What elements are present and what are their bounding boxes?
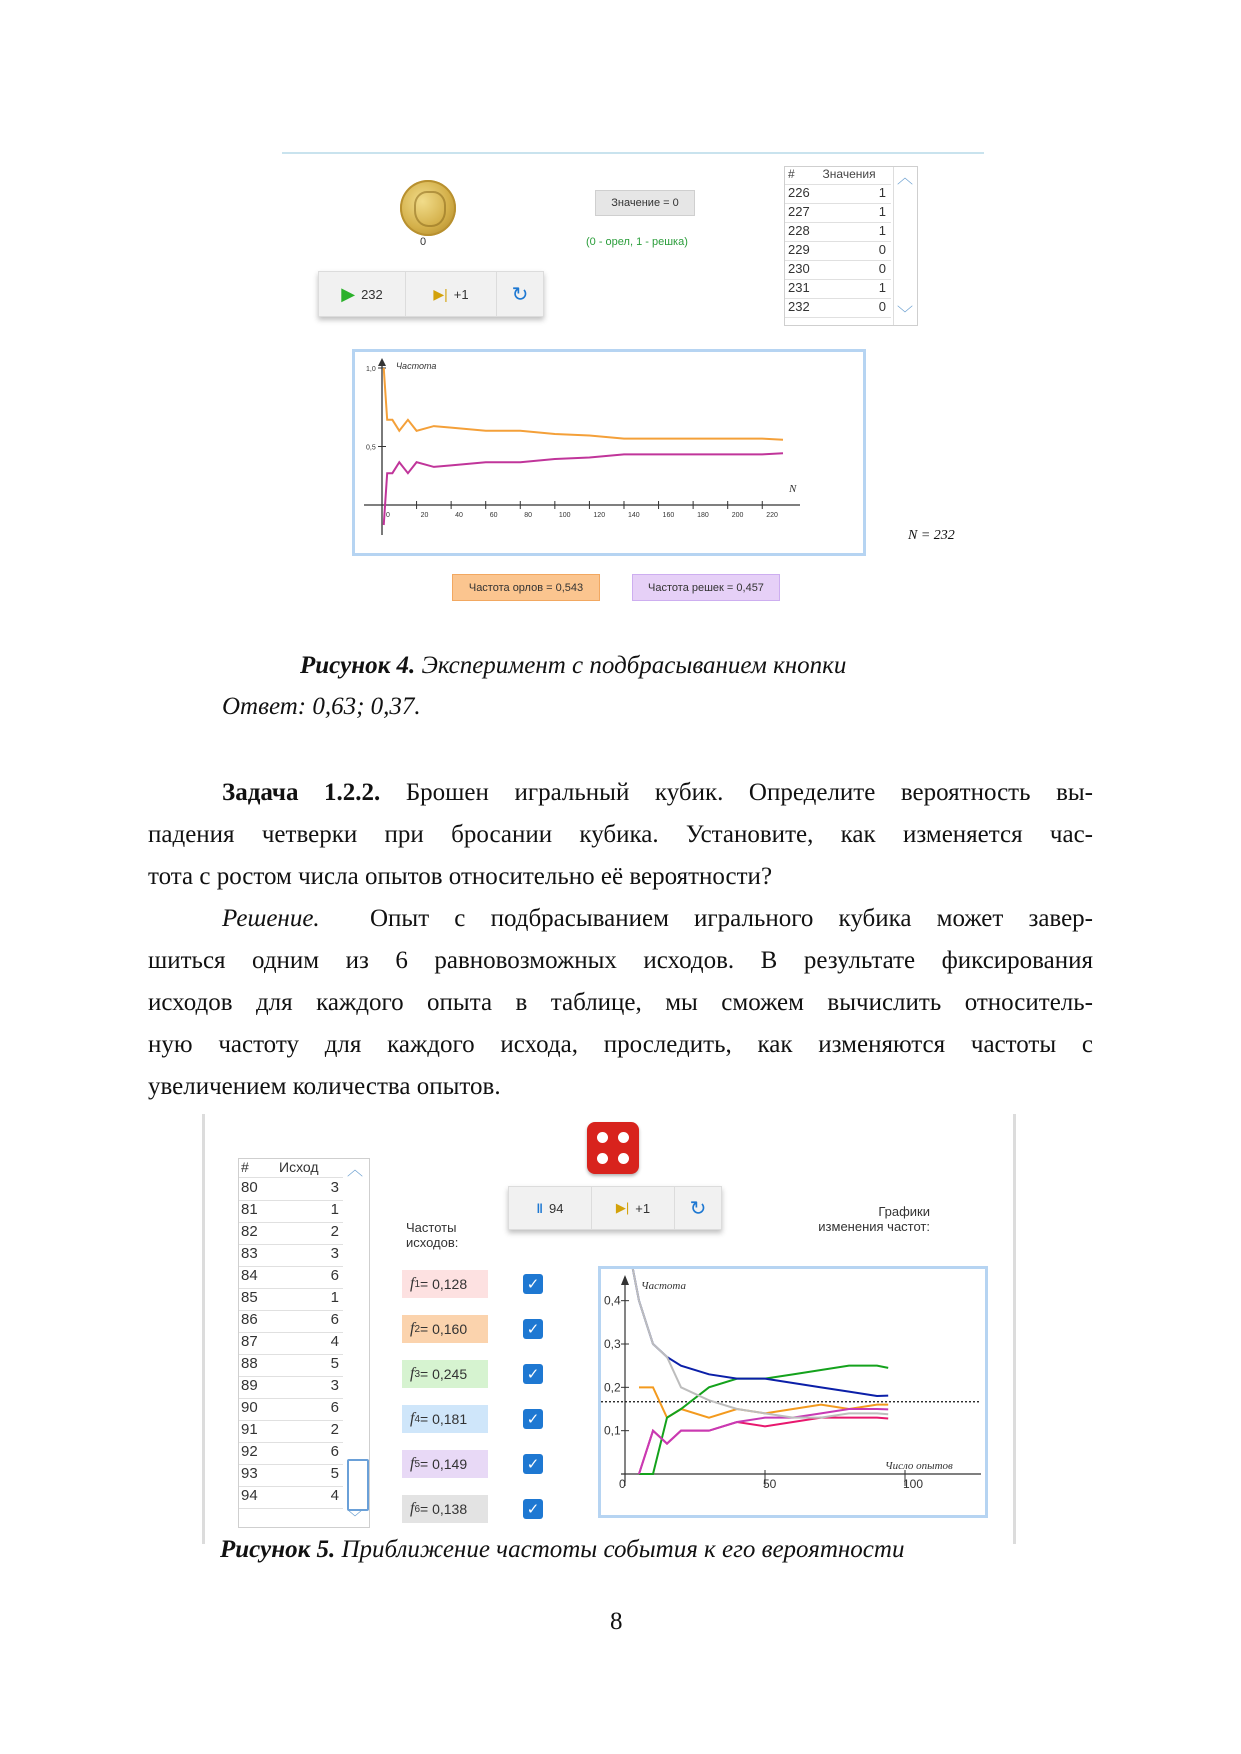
task-line-3: тота с ростом числа опытов относительно её вероятности? [148,863,773,890]
task-line-2: падения четверки при бросании кубика. Установите, как изменяется час- [148,821,1093,848]
freq-heads-chip: Частота орлов = 0,543 [452,574,600,601]
x-tick-label: 140 [627,512,640,519]
row-number: 232 [788,299,810,314]
x-tick-label: 220 [766,512,778,519]
solution-line-2: шиться одним из 6 равновозможных исходов. В результате фиксирования [148,947,1093,974]
table-row [239,1267,343,1289]
row-number: 81 [241,1201,258,1218]
table-row [239,1333,343,1355]
page-number: 8 [610,1608,623,1635]
table-row [785,261,891,280]
table-row [239,1179,343,1201]
row-value: 0 [878,242,886,257]
fig4-chart [352,349,866,556]
freq-chip-5: f 5 = 0,149 [402,1450,488,1478]
series-line-f3 [639,1366,888,1474]
solution-line-3: исходов для каждого опыта в таблице, мы сможем вычислить относитель- [148,989,1093,1016]
die-pip [618,1153,629,1164]
fig5-right-border [1013,1114,1016,1544]
x-tick-label: 200 [731,512,744,519]
x-tick-label: 0 [619,1477,626,1491]
value-box: Значение = 0 [595,190,695,216]
scrollbar-track[interactable] [893,167,894,325]
row-value: 6 [330,1443,339,1460]
scrollbar-thumb[interactable] [347,1459,369,1511]
table-row [785,299,891,318]
x-tick-label: 160 [662,512,675,519]
table-row [239,1443,343,1465]
y-axis-arrow [621,1275,629,1285]
row-value: 5 [330,1355,339,1372]
reset-button[interactable] [675,1187,721,1229]
row-number: 89 [241,1377,258,1394]
y-tick-label: 0,3 [604,1337,621,1351]
row-number: 85 [241,1289,258,1306]
table-row [239,1421,343,1443]
x-axis-label: Число опытов [885,1460,953,1472]
die-pip [597,1132,608,1143]
step-forward-icon: ▶| [615,1200,630,1215]
row-number: 83 [241,1245,258,1262]
table-row [239,1399,343,1421]
row-number: 88 [241,1355,258,1372]
row-number: 93 [241,1465,258,1482]
y-axis-arrow [378,358,386,366]
y-tick-label: 0,1 [604,1423,621,1438]
row-number: 87 [241,1333,258,1350]
show-f6-checkbox[interactable]: ✓ [523,1499,543,1519]
die-pip [597,1153,608,1164]
solution-line-4: ную частоту для каждого исхода, проследить, как изменяются частоты с [148,1031,1093,1058]
y-tick-label: 0,4 [604,1293,621,1308]
row-value: 3 [330,1179,339,1196]
x-tick-label: 120 [593,512,606,519]
series-line-f5 [639,1409,888,1474]
row-value: 1 [330,1289,339,1306]
x-axis-label: N [789,483,797,495]
coin-icon[interactable] [400,180,456,236]
row-number: 92 [241,1443,258,1460]
table-row [239,1487,343,1509]
row-value: 1 [878,185,886,200]
x-tick-label: 100 [903,1477,924,1491]
row-number: 90 [241,1399,258,1416]
table-row [239,1355,343,1377]
top-divider [282,152,984,154]
row-number: 227 [788,204,810,219]
table-header: # Значения [785,167,891,185]
row-number: 82 [241,1223,258,1240]
row-number: 231 [788,280,810,295]
row-value: 6 [330,1399,339,1416]
reset-button[interactable] [497,272,543,316]
row-value: 2 [330,1421,339,1438]
fig4-chart-svg [355,352,863,553]
fig4-control-bar [318,271,544,317]
table-row [785,185,891,204]
row-value: 1 [878,223,886,238]
row-number: 84 [241,1267,258,1284]
x-tick-label: 20 [420,512,429,519]
y-axis-label: Частота [396,361,437,371]
fig4-values-table [784,166,918,326]
series-line-f1 [639,1418,888,1474]
row-number: 86 [241,1311,258,1328]
fig5-chart [598,1266,988,1518]
solution-line-1: Решение. Опыт с подбрасыванием игрального кубика может завер- [222,905,1093,932]
solution-line-5: увеличением количества опытов. [148,1073,501,1100]
x-tick-label: 100 [558,512,571,519]
x-tick-label: 180 [697,512,709,519]
row-value: 2 [330,1223,339,1240]
x-tick-label: 0 [386,512,390,519]
show-f4-checkbox[interactable]: ✓ [523,1409,543,1429]
table-row [785,223,891,242]
scroll-up-icon[interactable]: ︿ [897,168,914,187]
series-line-tails [384,453,783,525]
freq-chip-2: f 2 = 0,160 [402,1315,488,1343]
table-row [239,1377,343,1399]
x-tick-label: 80 [524,512,533,519]
table-header: # Исход [239,1159,343,1178]
answer-text: Ответ: 0,63; 0,37. [222,693,421,720]
table-row [785,204,891,223]
show-f5-checkbox[interactable]: ✓ [523,1454,543,1474]
show-f3-checkbox[interactable]: ✓ [523,1364,543,1384]
row-value: 4 [330,1487,339,1504]
coin-label: 0 [420,236,427,248]
row-number: 226 [788,185,810,200]
y-tick-label: 0,2 [604,1380,621,1395]
refresh-icon: ↻ [511,283,529,306]
show-f1-checkbox[interactable]: ✓ [523,1274,543,1294]
table-row [239,1465,343,1487]
x-tick-label: 60 [489,512,498,519]
x-tick-label: 50 [763,1477,777,1491]
table-row [239,1201,343,1223]
row-number: 228 [788,223,810,238]
row-number: 229 [788,242,810,257]
refresh-icon: ↻ [689,1197,707,1220]
series-line-heads [384,368,783,440]
fig5-control-bar [508,1186,722,1230]
row-value: 3 [330,1245,339,1262]
table-row [239,1223,343,1245]
table-row [785,280,891,299]
step-button[interactable]: ▶| +1 [592,1187,675,1229]
row-value: 6 [330,1311,339,1328]
row-value: 1 [878,204,886,219]
y-tick-label: 1,0 [366,366,376,373]
die-pip [618,1132,629,1143]
row-number: 94 [241,1487,258,1504]
row-value: 3 [330,1377,339,1394]
row-value: 0 [878,299,886,314]
y-tick-label: 0,5 [366,444,376,452]
show-f2-checkbox[interactable]: ✓ [523,1319,543,1339]
y-axis-label: Частота [641,1280,686,1292]
run-button[interactable]: ▶ 232 [319,272,406,316]
play-icon: ▶ [341,283,356,304]
table-row [239,1311,343,1333]
step-forward-icon: ▶| [433,285,448,302]
fig5-chart-svg [601,1269,985,1515]
freq-chip-1: f 1 = 0,128 [402,1270,488,1298]
fig5-caption: Рисунок 5. Приближение частоты события к его вероятности [220,1536,905,1563]
legend-hint: (0 - орел, 1 - решка) [586,236,688,248]
row-number: 80 [241,1179,258,1196]
freq-title: Частоты исходов: [406,1220,459,1250]
n-label: N = 232 [908,528,955,543]
row-number: 91 [241,1421,258,1438]
row-value: 6 [330,1267,339,1284]
freq-chip-6: f 6 = 0,138 [402,1495,488,1523]
fig5-outcomes-table [238,1158,370,1528]
step-button[interactable]: ▶| +1 [406,272,497,316]
pause-button[interactable]: ‖ 94 [509,1187,592,1229]
table-row [785,242,891,261]
row-value: 1 [878,280,886,295]
die-icon[interactable] [587,1122,639,1174]
task-line-1: Задача 1.2.2. Брошен игральный кубик. Определите вероятность вы- [222,779,1093,806]
graphs-title: Графики изменения частот: [818,1204,930,1234]
x-tick-label: 40 [455,512,463,519]
table-row [239,1245,343,1267]
fig5-left-border [202,1114,205,1544]
table-row [239,1289,343,1311]
freq-tails-chip: Частота решек = 0,457 [632,574,780,601]
scroll-down-icon[interactable]: ﹀ [897,304,914,323]
freq-chip-4: f 4 = 0,181 [402,1405,488,1433]
row-value: 4 [330,1333,339,1350]
row-number: 230 [788,261,810,276]
row-value: 1 [330,1201,339,1218]
fig4-caption: Рисунок 4. Эксперимент с подбрасыванием кнопки [300,652,847,679]
row-value: 5 [330,1465,339,1482]
scroll-down-icon[interactable]: ﹀ [347,1508,364,1527]
scroll-up-icon[interactable]: ︿ [347,1160,364,1179]
pause-icon: ‖ [536,1200,543,1216]
row-value: 0 [878,261,886,276]
freq-chip-3: f 3 = 0,245 [402,1360,488,1388]
